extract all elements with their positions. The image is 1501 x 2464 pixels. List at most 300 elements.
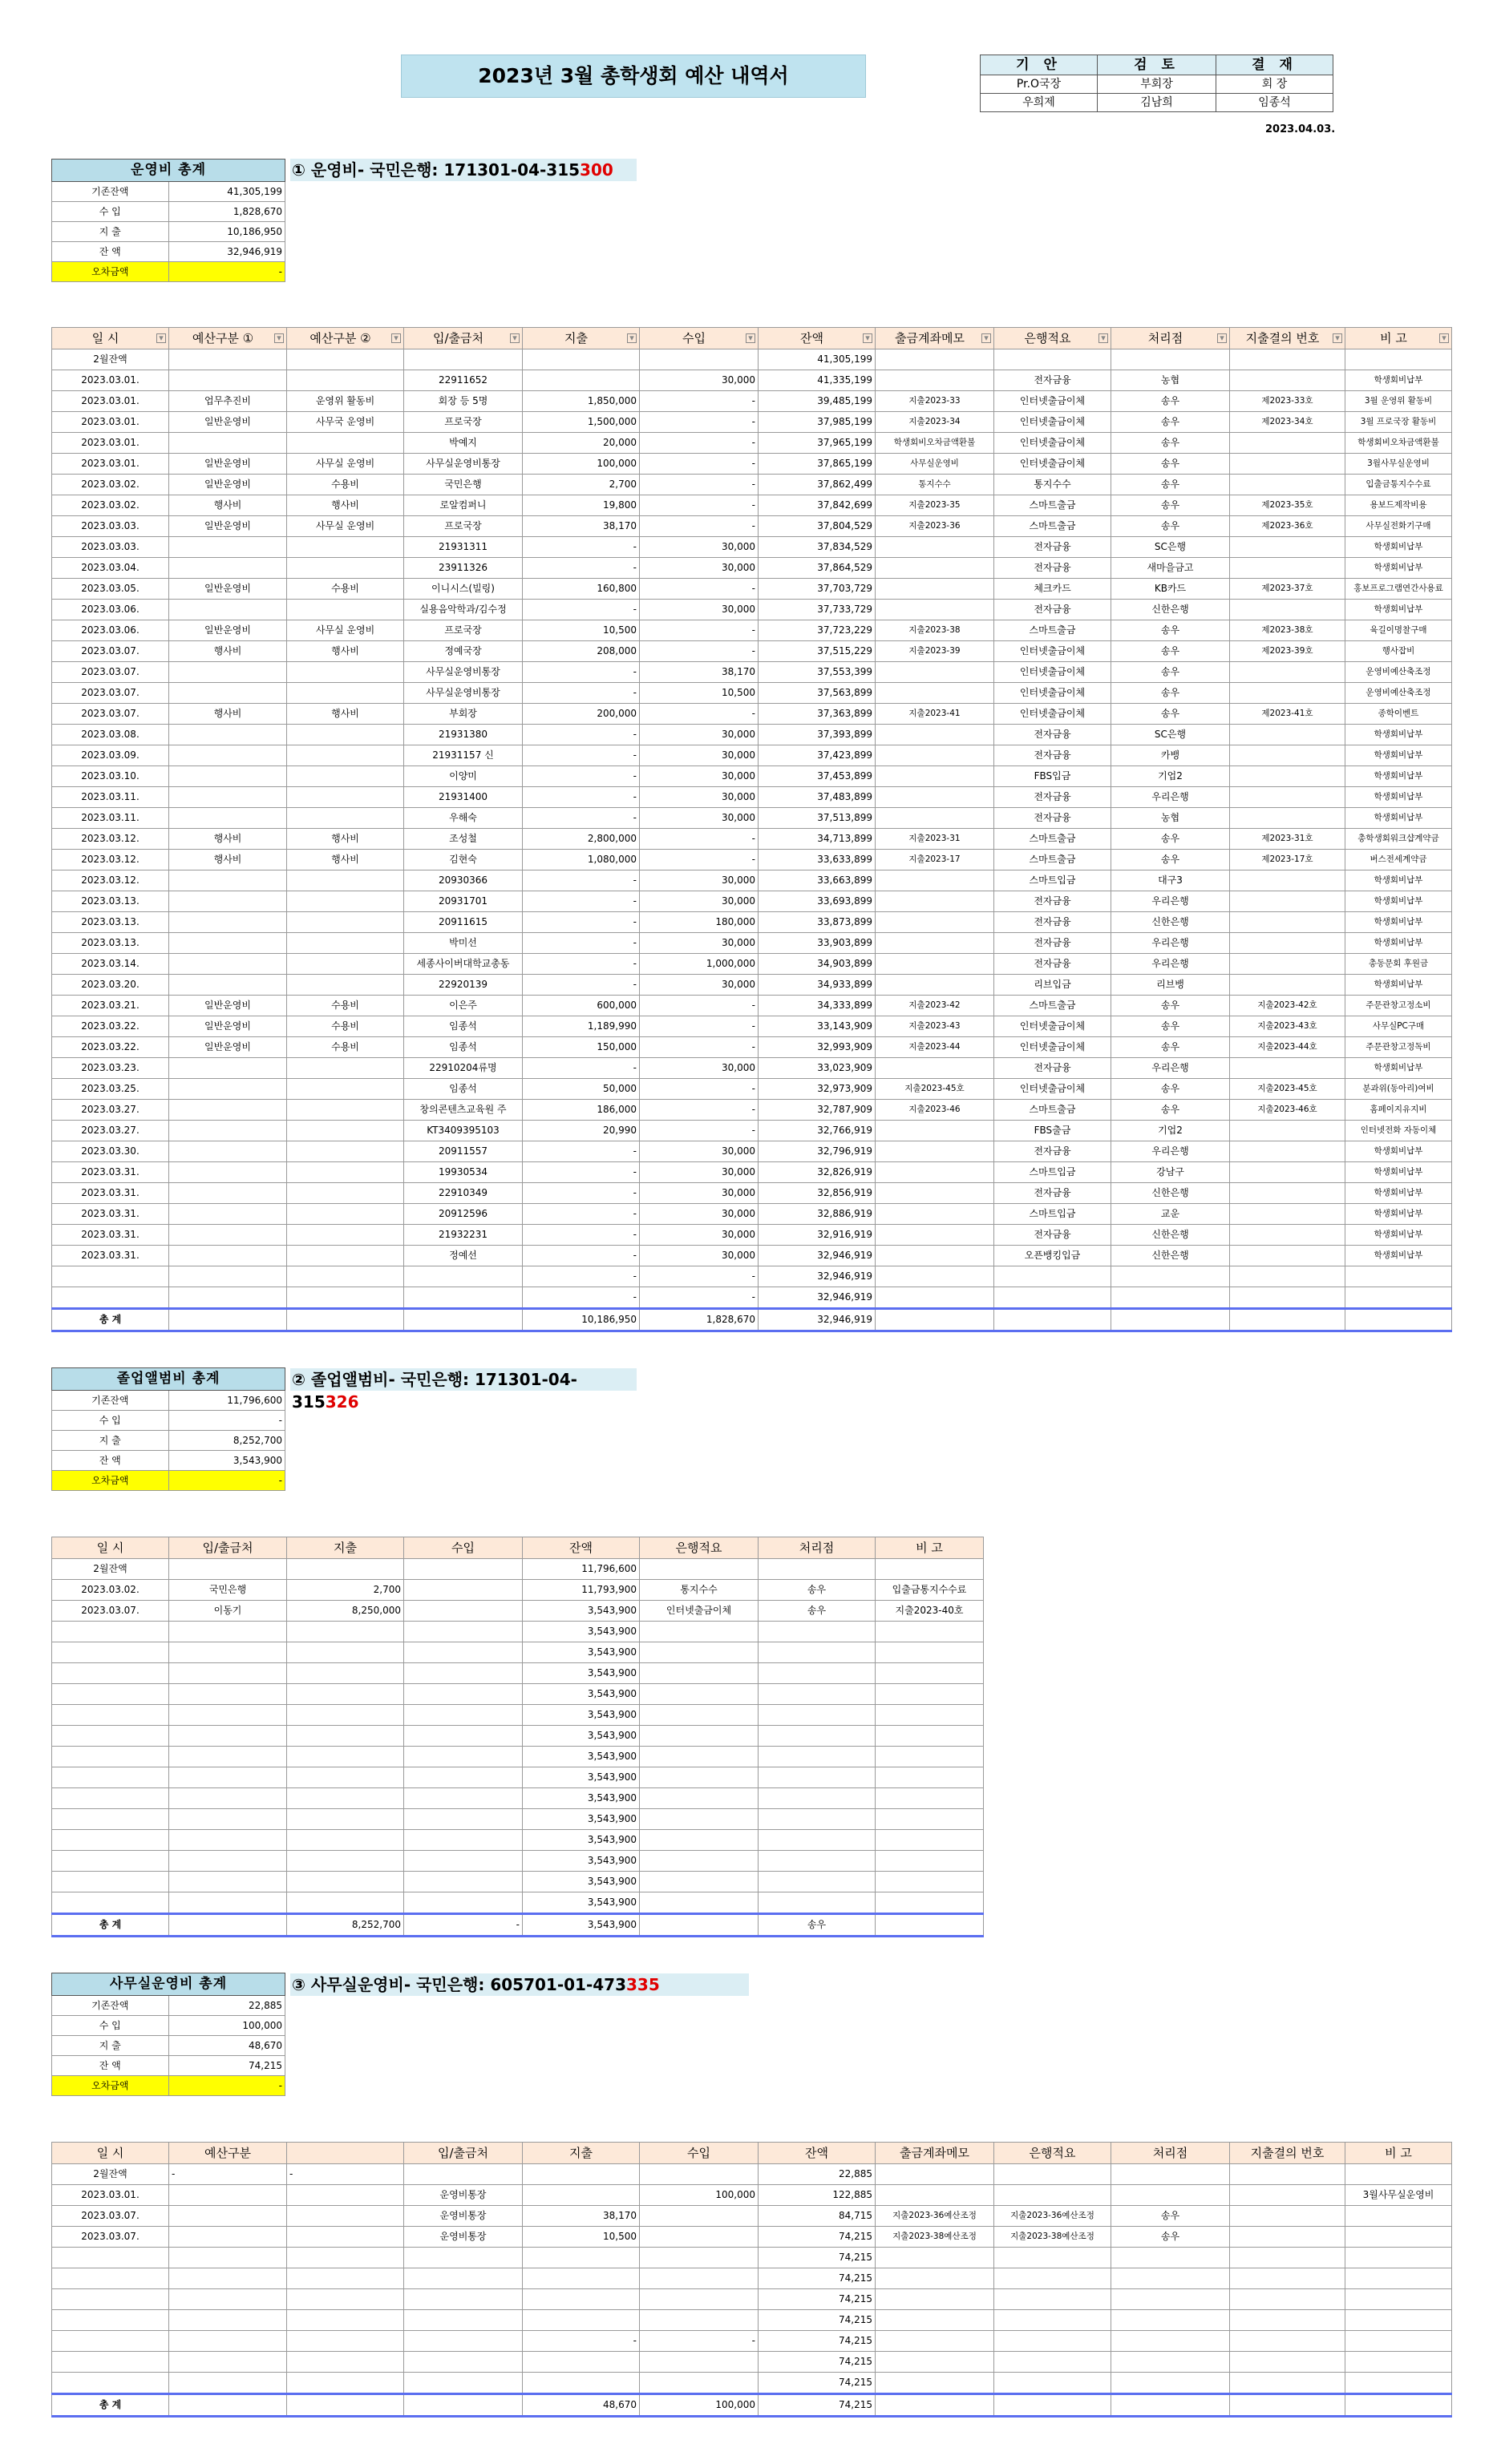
table-cell: 송우 bbox=[1111, 454, 1230, 475]
table-cell bbox=[52, 1622, 169, 1642]
table-cell bbox=[876, 579, 994, 600]
table-cell bbox=[1230, 1309, 1345, 1331]
table-cell bbox=[640, 1559, 759, 1580]
table-cell: 2023.03.13. bbox=[52, 912, 169, 933]
table-cell bbox=[52, 1747, 169, 1767]
table-cell bbox=[876, 1809, 984, 1830]
table-cell bbox=[876, 1642, 984, 1663]
table-cell bbox=[169, 1559, 287, 1580]
table-cell: 2023.03.11. bbox=[52, 808, 169, 829]
table-cell: 학생회비납부 bbox=[1345, 787, 1452, 808]
table-cell: 인터넷출금이체 bbox=[994, 1016, 1111, 1037]
table-cell: 전자금융 bbox=[994, 1141, 1111, 1162]
table-cell: 30,000 bbox=[640, 1246, 759, 1266]
table-cell: 임종석 bbox=[404, 1079, 523, 1100]
approval-table bbox=[980, 55, 1333, 112]
column-header[interactable] bbox=[169, 328, 287, 349]
table-cell bbox=[876, 1684, 984, 1705]
table-cell bbox=[404, 349, 523, 370]
column-header bbox=[1111, 2143, 1230, 2164]
table-cell: 정예선 bbox=[404, 1246, 523, 1266]
summary-value: 1,828,670 bbox=[168, 202, 285, 222]
column-header-label: 일 시 bbox=[96, 1541, 124, 1555]
column-header-label: 비 고 bbox=[1385, 2146, 1412, 2160]
column-header[interactable] bbox=[404, 328, 523, 349]
table-cell bbox=[876, 2289, 994, 2310]
table-cell: 3,543,900 bbox=[523, 1747, 640, 1767]
table-cell: 3월 프로국장 활동비 bbox=[1345, 412, 1452, 433]
table-cell: 2023.03.12. bbox=[52, 870, 169, 891]
table-cell bbox=[1111, 2310, 1230, 2331]
table-cell bbox=[759, 1747, 876, 1767]
column-header bbox=[994, 2143, 1111, 2164]
table-cell bbox=[287, 2289, 404, 2310]
table-cell: 32,766,919 bbox=[759, 1121, 876, 1141]
table-cell: 11,796,600 bbox=[523, 1559, 640, 1580]
column-header[interactable] bbox=[640, 328, 759, 349]
table-cell: 30,000 bbox=[640, 537, 759, 558]
table-cell: 33,143,909 bbox=[759, 1016, 876, 1037]
table-cell bbox=[876, 1204, 994, 1225]
table-cell: 일반운영비 bbox=[169, 996, 287, 1016]
table-cell: - bbox=[523, 1287, 640, 1309]
summary-value: 32,946,919 bbox=[168, 242, 285, 262]
table-cell: 행사잡비 bbox=[1345, 641, 1452, 662]
table-cell: 37,965,199 bbox=[759, 433, 876, 454]
table-cell bbox=[169, 1684, 287, 1705]
summary-value: 11,796,600 bbox=[168, 1391, 285, 1411]
table-cell bbox=[169, 891, 287, 912]
table-cell: 지출2023-36예산조정 bbox=[994, 2206, 1111, 2227]
table-cell: 송우 bbox=[1111, 1037, 1230, 1058]
table-cell bbox=[876, 1767, 984, 1788]
table-cell: 2023.03.14. bbox=[52, 954, 169, 975]
table-cell: 제2023-38호 bbox=[1230, 620, 1345, 641]
column-header bbox=[523, 2143, 640, 2164]
column-header[interactable] bbox=[52, 328, 169, 349]
table-cell bbox=[287, 1788, 404, 1809]
table-cell: 74,215 bbox=[759, 2227, 876, 2248]
table-cell: 스마트입금 bbox=[994, 1204, 1111, 1225]
table-cell: 2023.03.04. bbox=[52, 558, 169, 579]
table-row bbox=[52, 1642, 984, 1663]
table-cell: 수용비 bbox=[287, 1016, 404, 1037]
table-cell bbox=[523, 2373, 640, 2394]
table-cell bbox=[640, 2227, 759, 2248]
table-cell: 22910204류명 bbox=[404, 1058, 523, 1079]
table-cell: 3,543,900 bbox=[523, 1892, 640, 1914]
table-cell: 32,916,919 bbox=[759, 1225, 876, 1246]
table-cell bbox=[876, 912, 994, 933]
table-cell bbox=[169, 2248, 287, 2268]
table-cell: 200,000 bbox=[523, 704, 640, 725]
column-header bbox=[287, 1537, 404, 1559]
summary-label: 잔 액 bbox=[52, 2056, 169, 2076]
filter-dropdown-icon[interactable]: ▾ bbox=[1217, 333, 1227, 343]
table-cell: 학생회비납부 bbox=[1345, 1204, 1452, 1225]
filter-dropdown-icon[interactable]: ▾ bbox=[627, 333, 637, 343]
column-header-label: 처리점 bbox=[1147, 331, 1183, 345]
table-cell bbox=[523, 2164, 640, 2185]
table-cell bbox=[404, 1747, 523, 1767]
table-cell bbox=[287, 349, 404, 370]
table-cell: 38,170 bbox=[523, 516, 640, 537]
table-cell bbox=[287, 787, 404, 808]
total-row bbox=[52, 2394, 1452, 2417]
table-cell: 농협 bbox=[1111, 808, 1230, 829]
table-cell bbox=[404, 2248, 523, 2268]
table-cell bbox=[169, 808, 287, 829]
table-cell bbox=[759, 1705, 876, 1726]
table-cell: 행사비 bbox=[169, 641, 287, 662]
table-cell: 버스전세계약금 bbox=[1345, 850, 1452, 870]
table-cell: 인터넷출금이체 bbox=[994, 1037, 1111, 1058]
table-cell: 37,513,899 bbox=[759, 808, 876, 829]
table-cell: - bbox=[640, 850, 759, 870]
summary-label: 잔 액 bbox=[52, 1451, 169, 1471]
approval-header: 결 재 bbox=[1216, 55, 1333, 75]
table-row bbox=[52, 1872, 984, 1892]
column-header-label: 비 고 bbox=[916, 1541, 943, 1555]
table-row bbox=[52, 1726, 984, 1747]
table-cell: 74,215 bbox=[759, 2310, 876, 2331]
table-cell: 송우 bbox=[1111, 412, 1230, 433]
table-cell: 학생회비오차금액환불 bbox=[876, 433, 994, 454]
table-cell bbox=[523, 2248, 640, 2268]
column-header[interactable] bbox=[994, 328, 1111, 349]
table-cell: 2023.03.01. bbox=[52, 454, 169, 475]
table-cell: 사무실전화기구매 bbox=[1345, 516, 1452, 537]
page-title: 2023년 3월 총학생회 예산 내역서 bbox=[401, 55, 866, 98]
table-cell: 운영위 활동비 bbox=[287, 391, 404, 412]
table-cell: 행사비 bbox=[287, 704, 404, 725]
table-row bbox=[52, 1809, 984, 1830]
table-cell: 20930366 bbox=[404, 870, 523, 891]
table-cell bbox=[1230, 933, 1345, 954]
table-cell bbox=[287, 1663, 404, 1684]
table-cell: 용보드제작비용 bbox=[1345, 495, 1452, 516]
table-row bbox=[52, 1851, 984, 1872]
table-cell bbox=[1230, 1183, 1345, 1204]
table-cell: - bbox=[640, 1079, 759, 1100]
table-cell bbox=[169, 1287, 287, 1309]
table-cell: 송우 bbox=[1111, 850, 1230, 870]
column-header-label: 출금계좌메모 bbox=[895, 331, 965, 345]
filter-dropdown-icon[interactable]: ▾ bbox=[391, 333, 401, 343]
table-cell: KB카드 bbox=[1111, 579, 1230, 600]
table-row bbox=[52, 1183, 1452, 1204]
table-cell bbox=[169, 2352, 287, 2373]
table-cell: 48,670 bbox=[523, 2394, 640, 2417]
table-cell: 2,700 bbox=[523, 475, 640, 495]
table-cell bbox=[1345, 1266, 1452, 1287]
table-cell bbox=[169, 975, 287, 996]
column-header bbox=[640, 1537, 759, 1559]
table-cell: 체크카드 bbox=[994, 579, 1111, 600]
table-row bbox=[52, 1246, 1452, 1266]
column-header bbox=[287, 2143, 404, 2164]
table-cell bbox=[640, 1809, 759, 1830]
table-cell: - bbox=[523, 1204, 640, 1225]
table-cell: 제2023-35호 bbox=[1230, 495, 1345, 516]
table-cell: 2023.03.06. bbox=[52, 620, 169, 641]
table-cell: 20911557 bbox=[404, 1141, 523, 1162]
table-cell bbox=[759, 1622, 876, 1642]
table-cell bbox=[1230, 1162, 1345, 1183]
table-cell: 33,873,899 bbox=[759, 912, 876, 933]
summary-value: - bbox=[168, 1411, 285, 1431]
table-cell: 20,990 bbox=[523, 1121, 640, 1141]
table-cell bbox=[994, 2310, 1111, 2331]
table-cell: 전자금융 bbox=[994, 600, 1111, 620]
table-cell bbox=[876, 1705, 984, 1726]
table-row bbox=[52, 558, 1452, 579]
table-cell bbox=[759, 1809, 876, 1830]
table-cell: 30,000 bbox=[640, 725, 759, 745]
table-cell: - bbox=[640, 1287, 759, 1309]
table-cell bbox=[169, 1914, 287, 1937]
table-cell: 인터넷출금이체 bbox=[994, 412, 1111, 433]
table-cell bbox=[994, 2394, 1111, 2417]
summary-table-office bbox=[51, 1973, 285, 2096]
table-cell: 30,000 bbox=[640, 1183, 759, 1204]
table-cell: 지출2023-44 bbox=[876, 1037, 994, 1058]
table-cell bbox=[287, 2331, 404, 2352]
table-cell: 행사비 bbox=[169, 850, 287, 870]
table-cell: 지출2023-44호 bbox=[1230, 1037, 1345, 1058]
column-header-label: 처리점 bbox=[799, 1541, 835, 1555]
table-cell: 행사비 bbox=[287, 829, 404, 850]
table-cell bbox=[1111, 2289, 1230, 2310]
table-cell: 전자금융 bbox=[994, 808, 1111, 829]
table-cell: 지출2023-40호 bbox=[876, 1601, 984, 1622]
table-cell: - bbox=[523, 600, 640, 620]
column-header[interactable] bbox=[287, 328, 404, 349]
column-header[interactable] bbox=[523, 328, 640, 349]
table-cell bbox=[287, 2206, 404, 2227]
table-cell: 2023.03.11. bbox=[52, 787, 169, 808]
table-row bbox=[52, 579, 1452, 600]
table-row bbox=[52, 2373, 1452, 2394]
table-cell: 인터넷전화 자동이체 bbox=[1345, 1121, 1452, 1141]
table-cell bbox=[876, 1309, 994, 1331]
table-cell bbox=[876, 787, 994, 808]
table-cell: 3월사무실운영비 bbox=[1345, 454, 1452, 475]
table-cell: 2023.03.01. bbox=[52, 391, 169, 412]
table-cell: 신한은행 bbox=[1111, 1225, 1230, 1246]
table-cell: 3,543,900 bbox=[523, 1830, 640, 1851]
table-cell: 37,865,199 bbox=[759, 454, 876, 475]
table-cell bbox=[287, 870, 404, 891]
table-cell: 2023.03.30. bbox=[52, 1141, 169, 1162]
table-cell bbox=[1345, 2331, 1452, 2352]
table-cell bbox=[287, 2352, 404, 2373]
table-cell: 일반운영비 bbox=[169, 454, 287, 475]
table-cell bbox=[52, 1809, 169, 1830]
table-cell: 송우 bbox=[1111, 1079, 1230, 1100]
table-row bbox=[52, 370, 1452, 391]
table-cell bbox=[287, 2248, 404, 2268]
table-cell: - bbox=[640, 433, 759, 454]
table-cell: 2023.03.07. bbox=[52, 2227, 169, 2248]
filter-dropdown-icon[interactable]: ▾ bbox=[981, 333, 991, 343]
table-cell: 지출2023-43호 bbox=[1230, 1016, 1345, 1037]
table-cell: 주문관창고정독비 bbox=[1345, 1037, 1452, 1058]
table-cell bbox=[169, 725, 287, 745]
table-cell bbox=[52, 2331, 169, 2352]
table-cell: 30,000 bbox=[640, 787, 759, 808]
filter-dropdown-icon[interactable]: ▾ bbox=[510, 333, 520, 343]
summary-value: 10,186,950 bbox=[168, 222, 285, 242]
table-cell bbox=[287, 954, 404, 975]
table-cell: 22,885 bbox=[759, 2164, 876, 2185]
table-cell bbox=[1230, 2248, 1345, 2268]
table-cell bbox=[640, 2373, 759, 2394]
table-cell bbox=[404, 1309, 523, 1331]
column-header[interactable] bbox=[1111, 328, 1230, 349]
table-cell: 제2023-41호 bbox=[1230, 704, 1345, 725]
table-cell bbox=[287, 766, 404, 787]
table-cell: 600,000 bbox=[523, 996, 640, 1016]
table-cell bbox=[169, 2310, 287, 2331]
column-header bbox=[759, 2143, 876, 2164]
table-cell bbox=[640, 1892, 759, 1914]
table-cell: 행사비 bbox=[287, 641, 404, 662]
table-cell: 회장 등 5명 bbox=[404, 391, 523, 412]
table-row bbox=[52, 433, 1452, 454]
summary-label: 기존잔액 bbox=[52, 1996, 169, 2016]
column-header-label: 예산구분 ① bbox=[192, 331, 254, 345]
table-cell: 지출2023-46호 bbox=[1230, 1100, 1345, 1121]
table-cell bbox=[169, 933, 287, 954]
table-cell: 학생회비납부 bbox=[1345, 1141, 1452, 1162]
table-cell bbox=[640, 2352, 759, 2373]
table-cell: 3,543,900 bbox=[523, 1622, 640, 1642]
table-cell: 1,000,000 bbox=[640, 954, 759, 975]
table-cell bbox=[759, 1767, 876, 1788]
column-header[interactable] bbox=[876, 328, 994, 349]
table-cell bbox=[1345, 2394, 1452, 2417]
table-cell bbox=[1230, 2373, 1345, 2394]
filter-dropdown-icon[interactable]: ▾ bbox=[1098, 333, 1108, 343]
table-cell bbox=[404, 1705, 523, 1726]
table-cell bbox=[287, 1705, 404, 1726]
table-cell bbox=[640, 2268, 759, 2289]
table-cell bbox=[1230, 2268, 1345, 2289]
filter-dropdown-icon[interactable]: ▾ bbox=[1439, 333, 1449, 343]
column-header-label: 처리점 bbox=[1152, 2146, 1188, 2160]
table-cell: 30,000 bbox=[640, 600, 759, 620]
table-cell: 20912596 bbox=[404, 1204, 523, 1225]
filter-dropdown-icon[interactable]: ▾ bbox=[863, 333, 872, 343]
table-cell: 인터넷출금이체 bbox=[994, 391, 1111, 412]
table-cell bbox=[1230, 2352, 1345, 2373]
table-cell bbox=[404, 1851, 523, 1872]
table-cell: - bbox=[640, 704, 759, 725]
table-cell bbox=[640, 1684, 759, 1705]
table-cell bbox=[759, 1642, 876, 1663]
table-cell bbox=[1111, 349, 1230, 370]
table-cell: 37,553,399 bbox=[759, 662, 876, 683]
table-cell bbox=[287, 1204, 404, 1225]
table-cell: 입출금통지수수료 bbox=[876, 1580, 984, 1601]
filter-dropdown-icon[interactable]: ▾ bbox=[274, 333, 284, 343]
filter-dropdown-icon[interactable]: ▾ bbox=[156, 333, 166, 343]
table-cell: 우리은행 bbox=[1111, 933, 1230, 954]
table-cell bbox=[169, 745, 287, 766]
table-cell bbox=[404, 1788, 523, 1809]
table-cell: 제2023-39호 bbox=[1230, 641, 1345, 662]
column-header[interactable] bbox=[1230, 328, 1345, 349]
table-cell bbox=[52, 2268, 169, 2289]
table-cell: 2월잔액 bbox=[52, 1559, 169, 1580]
table-cell bbox=[169, 1266, 287, 1287]
table-cell bbox=[1111, 1287, 1230, 1309]
table-cell: 주문관창고정소비 bbox=[1345, 996, 1452, 1016]
column-header[interactable] bbox=[1345, 328, 1452, 349]
table-row bbox=[52, 2206, 1452, 2227]
table-cell: 2023.03.07. bbox=[52, 641, 169, 662]
table-cell bbox=[1230, 349, 1345, 370]
table-row bbox=[52, 537, 1452, 558]
table-row bbox=[52, 912, 1452, 933]
table-cell: 학생회비납부 bbox=[1345, 600, 1452, 620]
table-cell bbox=[287, 537, 404, 558]
table-cell: 박미선 bbox=[404, 933, 523, 954]
table-cell: 지출2023-38 bbox=[876, 620, 994, 641]
table-row bbox=[52, 975, 1452, 996]
table-cell bbox=[1111, 2352, 1230, 2373]
table-cell: 30,000 bbox=[640, 870, 759, 891]
table-cell: 84,715 bbox=[759, 2206, 876, 2227]
table-cell: 32,856,919 bbox=[759, 1183, 876, 1204]
table-cell: 사무실 운영비 bbox=[287, 620, 404, 641]
table-cell bbox=[876, 1183, 994, 1204]
table-cell: 학생회비납부 bbox=[1345, 1162, 1452, 1183]
table-cell bbox=[1345, 1287, 1452, 1309]
table-cell bbox=[169, 1622, 287, 1642]
table-cell bbox=[759, 1663, 876, 1684]
table-cell: 부회장 bbox=[404, 704, 523, 725]
column-header bbox=[404, 2143, 523, 2164]
table-cell: 우리은행 bbox=[1111, 787, 1230, 808]
table-cell bbox=[876, 2185, 994, 2206]
table-cell: 지출2023-36 bbox=[876, 516, 994, 537]
table-cell bbox=[52, 1642, 169, 1663]
table-cell bbox=[876, 600, 994, 620]
table-cell: 2023.03.13. bbox=[52, 933, 169, 954]
filter-dropdown-icon[interactable]: ▾ bbox=[1333, 333, 1342, 343]
summary-value: 41,305,199 bbox=[168, 182, 285, 202]
table-cell: 지출2023-36예산조정 bbox=[876, 2206, 994, 2227]
summary-label: 기존잔액 bbox=[52, 1391, 169, 1411]
table-row bbox=[52, 683, 1452, 704]
table-cell: 32,946,919 bbox=[759, 1309, 876, 1331]
table-cell bbox=[876, 349, 994, 370]
table-cell: 송우 bbox=[759, 1601, 876, 1622]
column-header[interactable] bbox=[759, 328, 876, 349]
table-row bbox=[52, 2185, 1452, 2206]
table-cell: 34,333,899 bbox=[759, 996, 876, 1016]
table-cell: 50,000 bbox=[523, 1079, 640, 1100]
table-cell bbox=[287, 1162, 404, 1183]
account-label: ② 졸업앨범비- 국민은행: 171301-04-315 bbox=[292, 1370, 577, 1412]
filter-dropdown-icon[interactable]: ▾ bbox=[746, 333, 755, 343]
table-cell bbox=[169, 1851, 287, 1872]
table-row bbox=[52, 600, 1452, 620]
table-cell: 사무실PC구매 bbox=[1345, 1016, 1452, 1037]
table-cell bbox=[1230, 433, 1345, 454]
